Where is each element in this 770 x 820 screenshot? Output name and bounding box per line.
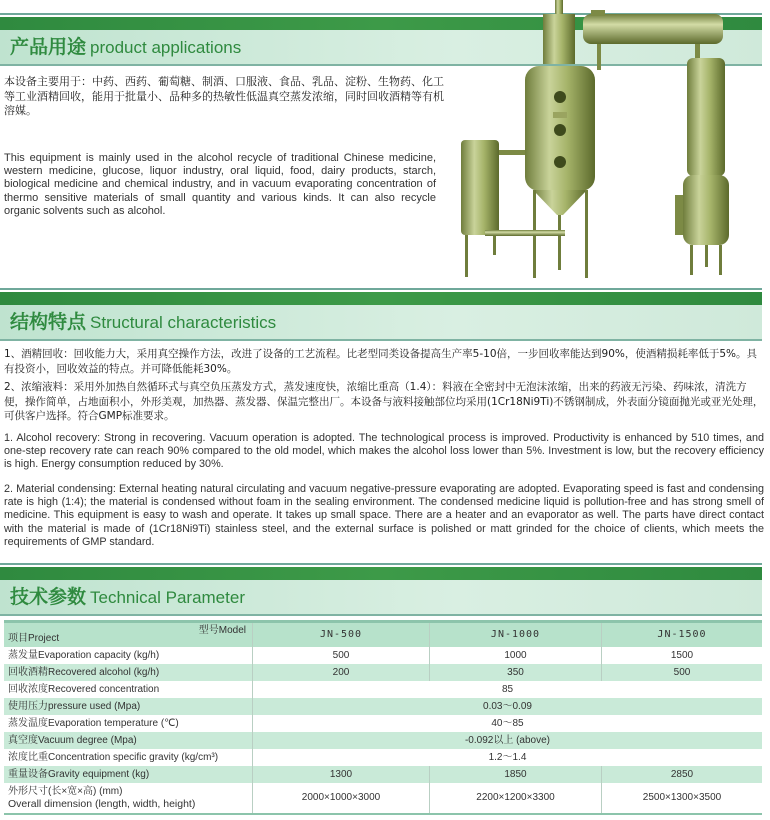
applications-zh: 本设备主要用于：中药、西药、葡萄糖、制酒、口服液、食品、乳品、淀粉、生物药、化工等工业酒精回收，能用于批量小、品种多的热敏性低温真空蒸发浓缩，同时回收酒精等有机溶媒。 (4, 75, 444, 117)
row-label: 蒸发温度Evaporation temperature (℃) (4, 715, 253, 732)
row-label: 重量设备Gravity equipment (kg) (4, 766, 253, 783)
applications-en: This equipment is mainly used in the alcohol recycle of traditional Chinese medicine, western medicine, glucose, liquor industry, oral liquid, food, dairy products, starch, biological medicine and chemical industry, and in vacuum evaporating concentration of thermo sensitive materials of small quantity and various kinds. It can also recycle organic solvents such as alcohol. (4, 152, 436, 217)
cell-value: 2850 (602, 766, 763, 783)
section-title (10, 32, 241, 63)
cell-value: 2000×1000×3000 (253, 783, 430, 814)
table-header-row (4, 622, 762, 648)
table-row (4, 732, 762, 749)
row-label-zh: 外形尺寸(长×宽×高) (mm) (8, 786, 123, 797)
section-header-technical (0, 563, 762, 618)
row-label (4, 783, 253, 814)
row-label: 使用压力pressure used (Mpa) (4, 698, 253, 715)
cell-value-span: 0.03～0.09 (253, 698, 763, 715)
structure-en-item-1: 1. Alcohol recovery: Strong in recovering. Vacuum operation is adopted. The technological process is improved. Productivity is enhanced by 510 times, and one-step recovery rate can reach 90% compared to the old model, which makes the alcohol loss lower than 5%. Investment is low, but the recovery efficiency is high. Energy consumption reduced by 30%. (4, 432, 764, 471)
section-title (10, 582, 245, 613)
section-title-zh: 产品用途 (10, 36, 87, 58)
cell-value: 1850 (430, 766, 602, 783)
divider (0, 339, 762, 341)
cell-value: 2500×1300×3500 (602, 783, 763, 814)
section-header-structure (0, 288, 762, 343)
cell-value: 1000 (430, 647, 602, 664)
cell-value: 2200×1200×3300 (430, 783, 602, 814)
row-label: 蒸发量Evaporation capacity (kg/h) (4, 647, 253, 664)
header-project: 项目Project (8, 633, 60, 644)
table-row (4, 647, 762, 664)
section-title-zh: 技术参数 (10, 586, 87, 608)
table-row (4, 766, 762, 783)
section-title-en: Structural characteristics (90, 313, 277, 332)
row-label: 真空度Vacuum degree (Mpa) (4, 732, 253, 749)
section-title-zh: 结构特点 (10, 311, 87, 333)
model-header: JN-500 (253, 622, 430, 648)
structure-zh-item-2: 2、浓缩液料：采用外加热自然循环式与真空负压蒸发方式，蒸发速度快，浓缩比重高（1.4）：料液在全密封中无泡沫浓缩，出来的药液无污染、药味浓，清洗方便，操作简单，占地面积小，外形美观，加热器、蒸发器、保温完整出厂。本设备与液料接触部位均采用(1Cr18Ni9Ti)不锈钢制成，外表面分镜面抛光或亚光处理，可供客户选择。符合GMP标准要求。 (4, 381, 764, 422)
divider (0, 563, 762, 565)
model-header: JN-1500 (602, 622, 763, 648)
cell-value-span: 1.2～1.4 (488, 751, 527, 763)
row-label: 浓度比重Concentration specific gravity (kg/cm³) (4, 749, 253, 766)
cell-value: 500 (602, 664, 763, 681)
row-label-en: Overall dimension (length, width, height) (8, 798, 196, 810)
cell-value-span: 40～85 (491, 717, 524, 729)
row-label: 回收浓度Recovered concentration (4, 681, 253, 698)
cell-value-span: -0.092以上 (above) (253, 732, 763, 749)
model-header: JN-1000 (430, 622, 602, 648)
cell-value: 350 (430, 664, 602, 681)
header-model: 型号Model (198, 625, 246, 636)
section-title (10, 307, 276, 338)
cell-value: 200 (253, 664, 430, 681)
table-row (4, 698, 762, 715)
divider (0, 288, 762, 290)
divider (0, 614, 762, 616)
table-row (4, 749, 762, 766)
structure-zh-item-1: 1、酒精回收：回收能力大，采用真空操作方法，改进了设备的工艺流程。比老型同类设备提高生产率5-10倍，一步回收率能达到90%，使酒精损耗率低于5%。具有投资小，回收效益的特点。并可降低能耗30%。 (4, 348, 758, 375)
section-title-en: Technical Parameter (90, 588, 245, 607)
row-label: 回收酒精Recovered alcohol (kg/h) (4, 664, 253, 681)
table-row (4, 664, 762, 681)
evaporator-equipment-photo-icon (455, 0, 755, 282)
cell-value-span: 85 (501, 683, 514, 695)
table-row (4, 715, 762, 732)
header-project-model-cell (4, 622, 253, 648)
technical-parameter-table (4, 620, 762, 815)
header-bar (0, 292, 762, 305)
cell-value: 500 (253, 647, 430, 664)
cell-value: 1300 (253, 766, 430, 783)
table-row (4, 783, 762, 814)
table-row (4, 681, 762, 698)
structure-en-item-2: 2. Material condensing: External heating natural circulating and vacuum negative-pressure evaporating are adopted. Evaporating speed is fast and condensing rate is high (1:4); the material is condensed without foam in the sealing environment. The condensed medicine liquid is pollution-free and has strong smell of medicine. This equipment is easy to wash and operate. It takes up small space. There are a heater and an evaporator as well. The parts have direct contact with the material is made of (1Cr18Ni9Ti) stainless steel, and the external surface is polished or matt grinded for the choice of clients, which meets the requirements of GMP standard. (4, 483, 764, 548)
cell-value: 1500 (670, 649, 694, 661)
section-title-en: product applications (90, 38, 242, 57)
header-bar (0, 567, 762, 580)
